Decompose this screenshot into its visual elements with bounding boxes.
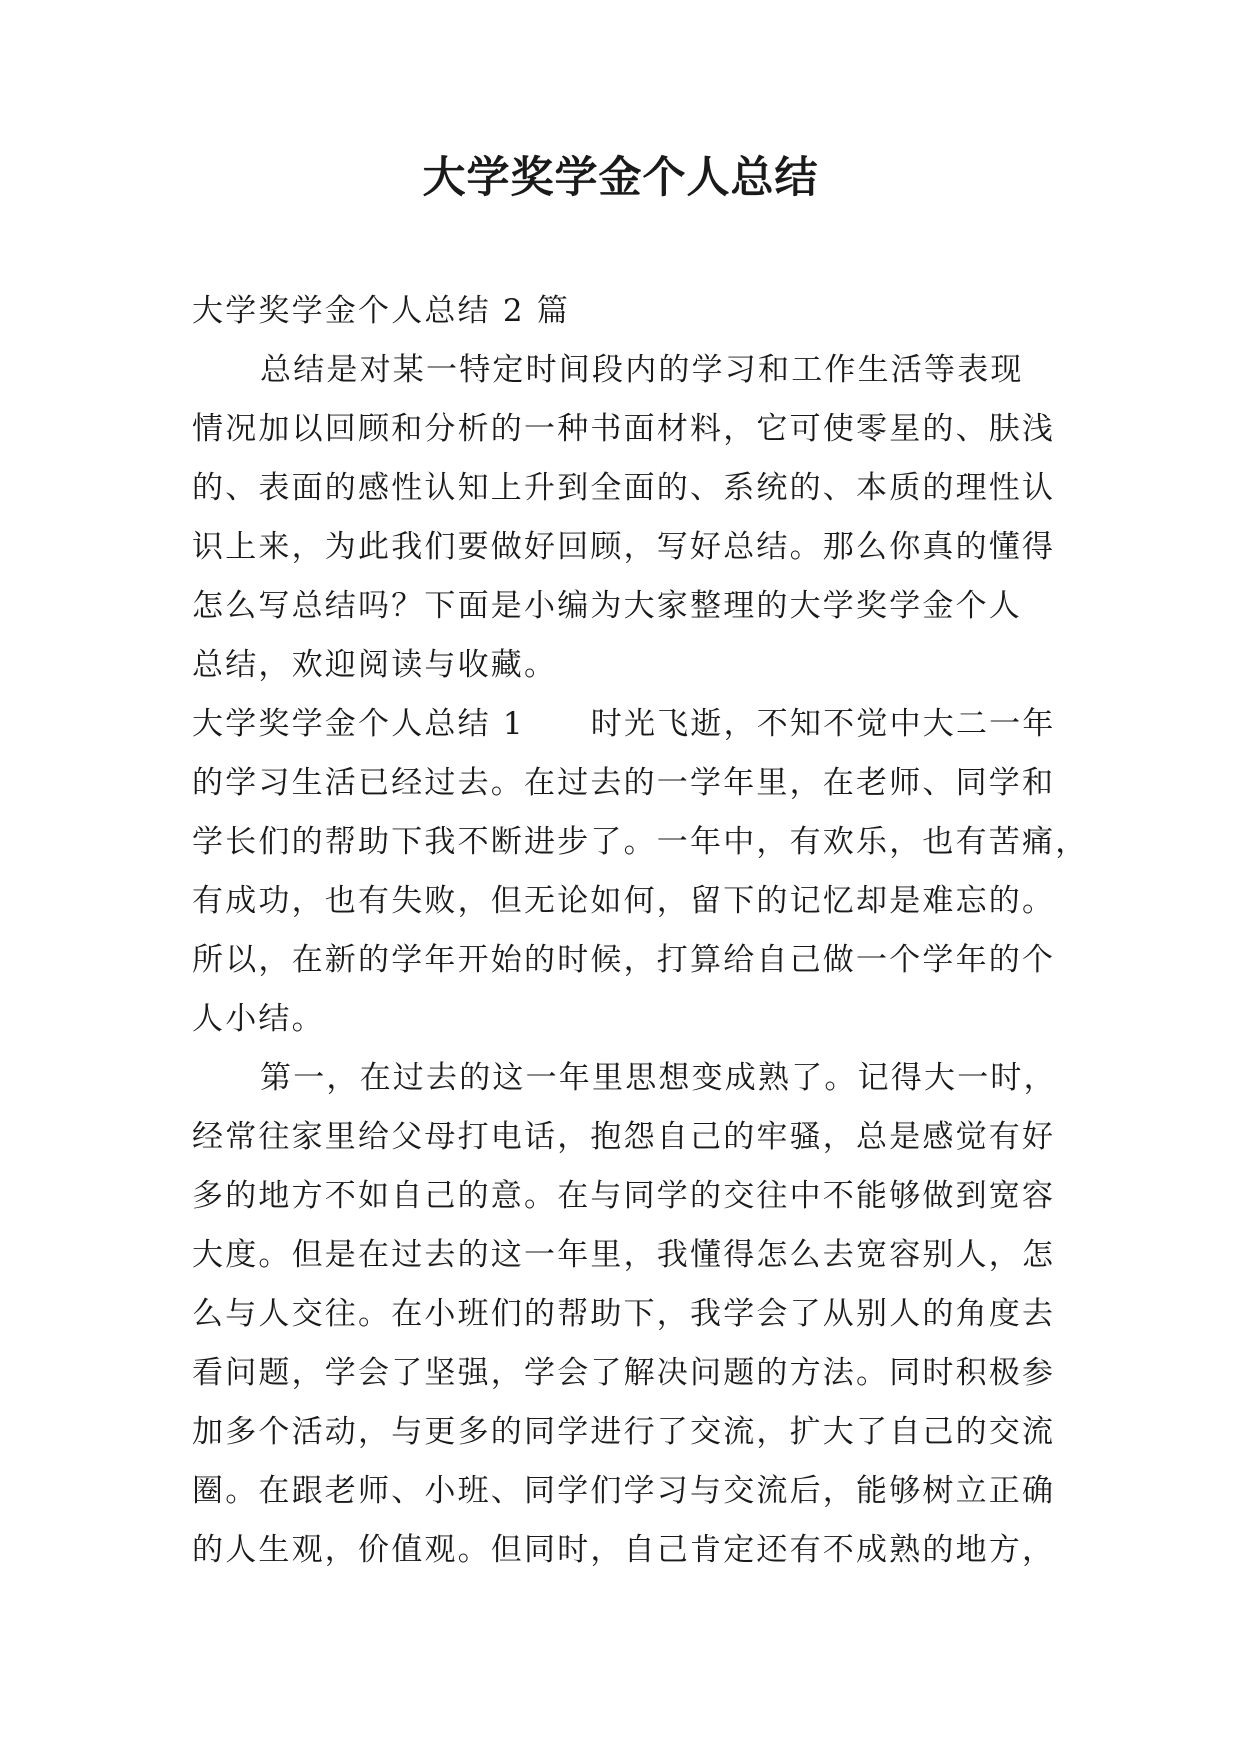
text-line: 总结是对某一特定时间段内的学习和工作生活等表现 <box>260 352 1024 388</box>
document-body <box>192 282 1089 1580</box>
text-line: 总结，欢迎阅读与收藏。 <box>192 647 558 683</box>
text-line: 学长们的帮助下我不断进步了。一年中，有欢乐，也有苦痛， <box>192 824 1089 860</box>
first-point-paragraph <box>192 1049 1072 1580</box>
text-line: 多的地方不如自己的意。在与同学的交往中不能够做到宽容 <box>192 1178 1056 1214</box>
section1-first-line <box>192 695 1072 754</box>
text-line: 的学习生活已经过去。在过去的一学年里，在老师、同学和 <box>192 765 1056 801</box>
text-line: 的、表面的感性认知上升到全面的、系统的、本质的理性认 <box>192 470 1056 506</box>
subtitle-line: 大学奖学金个人总结 2 篇 <box>192 293 571 329</box>
intro-paragraph <box>192 341 1072 695</box>
document-title: 大学奖学金个人总结 <box>422 153 819 203</box>
text-line: 加多个活动，与更多的同学进行了交流，扩大了自己的交流 <box>192 1414 1056 1450</box>
text-line: 人小结。 <box>192 1001 325 1037</box>
text-line: 第一，在过去的这一年里思想变成熟了。记得大一时， <box>260 1060 1057 1096</box>
text-line: 的人生观，价值观。但同时，自己肯定还有不成熟的地方， <box>192 1532 1056 1568</box>
section1-first-text: 时光飞逝，不知不觉中大二一年 <box>590 706 1056 742</box>
section1-heading: 大学奖学金个人总结 1 <box>192 706 525 742</box>
text-line: 识上来，为此我们要做好回顾，写好总结。那么你真的懂得 <box>192 529 1056 565</box>
text-line: 大度。但是在过去的这一年里，我懂得怎么去宽容别人，怎 <box>192 1237 1056 1273</box>
text-line: 看问题，学会了坚强，学会了解决问题的方法。同时积极参 <box>192 1355 1056 1391</box>
text-line: 所以，在新的学年开始的时候，打算给自己做一个学年的个 <box>192 942 1056 978</box>
text-line: 情况加以回顾和分析的一种书面材料，它可使零星的、肤浅 <box>192 411 1056 447</box>
text-line: 圈。在跟老师、小班、同学们学习与交流后，能够树立正确 <box>192 1473 1056 1509</box>
text-line: 么与人交往。在小班们的帮助下，我学会了从别人的角度去 <box>192 1296 1056 1332</box>
text-line: 怎么写总结吗？下面是小编为大家整理的大学奖学金个人 <box>192 588 1022 624</box>
text-line: 有成功，也有失败，但无论如何，留下的记忆却是难忘的。 <box>192 883 1056 919</box>
text-line: 经常往家里给父母打电话，抱怨自己的牢骚，总是感觉有好 <box>192 1119 1056 1155</box>
section1-paragraph <box>192 695 1089 1049</box>
